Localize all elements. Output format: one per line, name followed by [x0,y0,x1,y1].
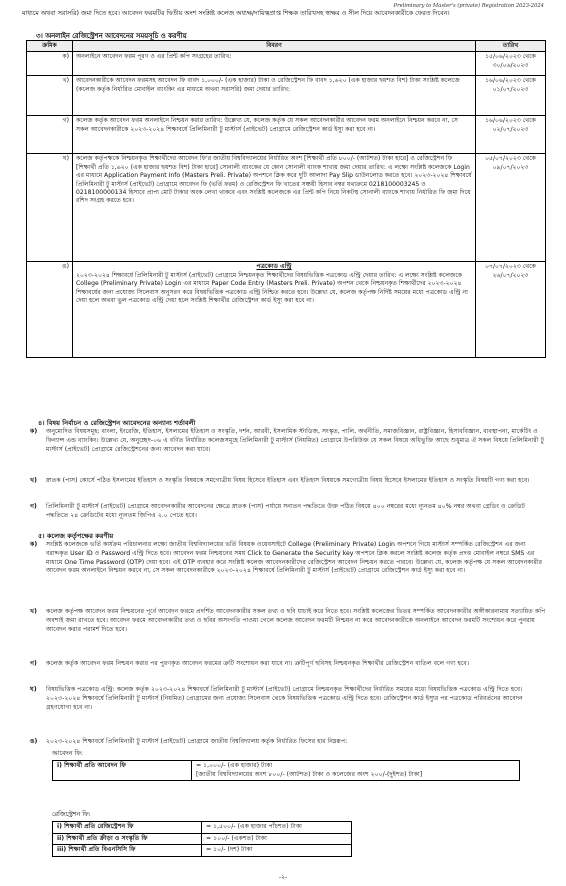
list-item [30,608,548,634]
fee-breakdown: [জাতীয় বিশ্ববিদ্যালয়ের অংশ ৮০০/- (আটশত) টাকা ও কলেজের অংশ ২০০/-(দুইশত) টাকা] [196,770,423,778]
list-item-text: স্নাতক (পাস) কোর্সে পঠিত ইসলামের ইতিহাস ও সংস্কৃতি বিষয়কে সমগোত্রীয় বিষয় হিসেবে ইতিহাস এবং ইতিহাস বিষয়কে সমগোত্রীয় বিষয় হিসেবে ইসলামের ইতিহাস ও সংস্কৃতি বিষয়টি গণ্য করা হবে। [46,477,530,484]
schedule-row [27,76,546,116]
fee-row [53,845,352,857]
schedule-header-date: তারিখ [476,41,546,52]
fee-label: i) শিক্ষার্থী প্রতি আবেদন ফি [53,761,192,781]
fee-label: ii) শিক্ষার্থী প্রতি ক্রীড়া ও সংস্কৃতি ফি [53,833,202,845]
paper-code-entry-title: পত্রকোড এন্ট্রি [256,263,292,271]
fee-value: = ১,৫০০/- (এক হাজার পাঁচশত) টাকা [202,822,352,834]
schedule-date: ০৫/০৭/২০২৩ থেকে ০৯/০৭/২০২৩ [476,154,546,262]
registration-fee-table [52,821,352,857]
paper-code-entry-text: ২০২৩-২০২৪ শিক্ষাবর্ষে প্রিলিমিনারী টু মাস্টার্স (প্রাইভেট) প্রোগ্রামে নিশ্চয়নকৃত শিক্ষার্থীদের বিষয়ভিত্তিক পত্রকোড এন্ট্রি দেয়ার তারিখ: এ লক্ষ্যে সংশ্লিষ্ট কলেজকে College (Preliminary Private) Login এর মাধ্যমে Paper Code Entry (Masters Preli. Private) অপশন থেকে নিশ্চয়নকৃত শিক্ষার্থীদের ২০২৩-২০২৪ শিক্ষাবর্ষের জন্য প্রযোজ্য সিলেবাস অনুসরণ করে বিষয়ভিত্তিক পত্রকোড এন্ট্রি নিশ্চিত করতে হবে। উল্লেখ্য যে, কলেজ কর্তৃপক্ষ নির্দিষ্ট সময়ের মধ্যে পত্রকোড এন্ট্রি না দেয়া হলে অথবা ভুল পত্রকোড এন্ট্রি দেয়া হলে সংশ্লিষ্ট শিক্ষার্থীর রেজিস্ট্রেশন কার্ড ইস্যু করা হবে না। [76,271,468,305]
list-item-text: প্রিলিমিনারী টু মাস্টার্স (প্রাইভেট) প্রোগ্রামে আবেদনকারীর আবেদনের ক্ষেত্রে স্নাতক (পাস) পর্যায়ে সনাতন পদ্ধতিতে উক্ত পঠিত বিষয়ে ৪০০ নম্বরের মধ্যে ন্যূনতম ৪০% নম্বর অথবা গ্রেডিং ও ক্রেডিট পদ্ধতিতে ২৪ ক্রেডিটের মধ্যে ন্যূনতম জিপিএ ২.০ পেতে হবে। [46,503,525,519]
schedule-description: কলেজ কর্তৃক আবেদন ফরম অনলাইনে নিশ্চয়ন করার তারিখ: উল্লেখ্য যে, কলেজ কর্তৃক যে সকল আবেদনকারীর আবেদন ফরম অনলাইনে নিশ্চয়ন করবে না, সে সকল আবেদনকারীকে ২০২৩-২০২৪ শিক্ষাবর্ষে প্রিলিমিনারী টু মাস্টার্স (প্রাইভেট) প্রোগ্রামে রেজিস্ট্রেশন কার্ড ইস্যু করা হবে না। [73,116,476,154]
schedule-description [73,262,476,358]
list-item-marker: গ) [30,503,37,510]
fee-row [53,822,352,834]
schedule-serial: খ) [27,76,73,116]
schedule-description: কলেজ কর্তৃপক্ষকে নিশ্চয়নকৃত শিক্ষার্থীদের আবেদন ফি'র জাতীয় বিশ্ববিদ্যালয়ের নির্ধারিত অংশ [শিক্ষার্থী প্রতি ৮০০/- (আটশত) টাকা হারে] ও রেজিস্ট্রেশন ফি [শিক্ষার্থী প্রতি ১,৬২০ (এক হাজার ছয়শত বিশ) টাকা হারে] সোনালী ব্যাংকের যে কোন সোনালী ব্যাংক শাখায় জমা দেয়ার তারিখ: এ লক্ষ্যে সংশ্লিষ্ট কলেজকে Login এর মাধ্যমে Application Payment Info (Masters Preli. Private) অপশনে ক্লিক করে দুটি আলাদা Pay Slip ডাউনলোড করতে হবে। ২০২৩-২০২৪ শিক্ষাবর্ষে প্রিলিমিনারী টু মাস্টার্স (প্রাইভেট) প্রোগ্রামে আবেদন ফি (ভর্তি ফরম) ও রেজিস্ট্রেশন ফি খাতের সঞ্চয়ী হিসাব নম্বর যথাক্রমে 0218100003245 ও 0218100000134 হিসাবে প্রাপ্য মোট টাকার অংক লেখা থাকবে এবং সংশ্লিষ্ট কলেজকে এর প্রিন্ট কপি নিয়ে নিকটস্থ সোনালী ব্যাংকে শাখায় নির্ধারিত ফি জমা দিয়ে রশিদ সংগ্রহ করতে হবে। [73,154,476,262]
fee-value: = ১০০/- (একশত) টাকা [202,833,352,845]
list-item [30,428,548,454]
list-item-marker: খ) [30,477,37,484]
schedule-header-description: বিবরণ [73,41,476,52]
application-fee-label: আবেদন ফি: [52,750,83,757]
intro-paragraph: মাধ্যমে অথবা সরাসরি) জমা দিতে হবে। আবেদন ফরমটির দ্বিতীয় অংশ সংশ্লিষ্ট কলেজ অধ্যক্ষ/দায়িত্বপ্রাপ্ত শিক্ষক তারিখসহ স্বাক্ষর ও সীল দিয়ে আবেদনকারীকে ফেরত দিবেন। [22,10,450,17]
section-3-title: ৩। অনলাইন রেজিস্ট্রেশন আবেদনের সময়সূচি ও করণীয় [36,32,187,40]
list-item-marker: ঘ) [30,686,37,693]
list-item [30,503,548,521]
schedule-serial: ঘ) [27,154,73,262]
list-item [30,686,548,712]
list-item-text: ২০২৩-২০২৪ শিক্ষাবর্ষে প্রিলিমিনারী টু মাস্টার্স (প্রাইভেট) প্রোগ্রামে জাতীয় বিশ্ববিদ্যালয় কর্তৃক নির্ধারিত ফিসের হার নিম্নরূপ: [46,738,348,745]
schedule-table [26,40,546,358]
fee-label: iii) শিক্ষার্থী প্রতি বিএনসিসি ফি [53,845,202,857]
list-item [30,541,548,576]
list-item-marker: খ) [30,608,37,615]
section-5-title: ৫। কলেজ কর্তৃপক্ষের করণীয় [38,532,114,540]
schedule-row [27,262,546,358]
list-item [30,660,548,669]
schedule-row [27,154,546,262]
registration-fee-label: রেজিস্ট্রেশন ফি: [52,811,91,818]
section-4-title: ৪। বিষয় নির্বাচন ও রেজিস্ট্রেশন আবেদনের অন্যান্য শর্তাবলী [38,419,196,427]
list-item-marker: ঙ) [30,738,38,745]
list-item-marker: ক) [30,428,38,435]
list-item-text: অনুমোদিত বিষয়সমূহ: বাংলা, ইংরেজি, ইতিহাস, ইসলামের ইতিহাস ও সংস্কৃতি, দর্শন, আরবী, ইসলামিক স্টাডিজ, সংস্কৃত, পালি, অর্থনীতি, সমাজবিজ্ঞান, রাষ্ট্রবিজ্ঞান, হিসাববিজ্ঞান, ব্যবস্থাপনা, মার্কেটিং ও ফিন্যান্স এন্ড ব্যাংকিং। উল্লেখ্য যে, অনুচ্ছেদ-০৬ এ বর্ণিত নির্ধারিত কলেজসমূহে প্রিলিমিনারী টু মাস্টার্স (নিয়মিত) প্রোগ্রামে উপরিউক্ত যে সকল বিষয়ে অধিভুক্তি আছে শুধুমাত্র ঐ সকল বিষয়ে প্রিলিমিনারী টু মাস্টার্স (প্রাইভেট) প্রোগ্রামে রেজিস্ট্রেশনের জন্য আবেদন করা যাবে। [46,428,544,453]
page-number: -২- [278,874,288,881]
list-item [30,738,548,747]
fee-value: = ১০/- (দশ) টাকা [202,845,352,857]
schedule-date: ১৫/০৬/২০২৩ থেকে ৩০/০৬/২০২৩ [476,52,546,76]
schedule-serial: গ) [27,116,73,154]
list-item-marker: ক) [30,541,38,548]
running-header: Preliminary to Master's (private) Registration 2023-2024 [393,3,544,9]
fee-row [53,833,352,845]
schedule-description: আবেদনকারীকে আবেদন ফরমসহ আবেদন ফি বাবদ ১,০০০/- (এক হাজার) টাকা ও রেজিস্ট্রেশন ফি বাবদ ১,৬২০ (এক হাজার ছয়শত বিশ) টাকা সংশ্লিষ্ট কলেজে (কলেজ কর্তৃক নির্ধারিত মোবাইল ব্যাংকিং এর মাধ্যমে অথবা সরাসরি) জমা দেয়ার তারিখ: [73,76,476,116]
schedule-row [27,116,546,154]
list-item-text: বিষয়ভিত্তিক পত্রকোড এন্ট্রি: কলেজ কর্তৃক ২০২৩-২০২৪ শিক্ষাবর্ষে প্রিলিমিনারী টু মাস্টার্স (প্রাইভেট) প্রোগ্রামে নিশ্চয়নকৃত শিক্ষার্থীদের নির্ধারিত সময়ের মধ্যে বিষয়ভিত্তিক পত্রকোড এন্ট্রি দিতে হবে। ২০২৩-২০২৪ শিক্ষাবর্ষে প্রিলিমিনারী টু মাস্টার্স (নিয়মিত) প্রোগ্রামের জন্য প্রযোজ্য সিলেবাস থেকে বিষয়ভিত্তিক পত্রকোড এন্ট্রি দিতে হবে। রেজিস্ট্রেশন কার্ড ইস্যুর পর পত্রকোড পরিবর্তনের আবেদন গ্রহণযোগ্য হবে না। [46,686,523,711]
fee-row [53,761,520,781]
list-item [30,477,548,486]
schedule-header-row [27,41,546,52]
fee-value [192,761,520,781]
schedule-header-serial: ক্রমিক [27,41,73,52]
schedule-date: ১৬/০৬/২০২৩ থেকে ০১/০৭/২০২৩ [476,76,546,116]
list-item-text: সংশ্লিষ্ট কলেজকে ভর্তি কার্যক্রম পরিচালনার লক্ষ্যে জাতীয় বিশ্ববিদ্যালয়ের ভর্তি বিষয়ক ওয়েবসাইটে College (Preliminary Private) Login অপশনে গিয়ে মাস্টার্স সম্পর্কিত রেজিস্ট্রেশন এর জন্য বরাদ্দকৃত User ID ও Password এন্ট্রি দিতে হবে। আবেদন ফরম নিশ্চয়নের সময় Click to Generate the Security key অপশনে ক্লিক করলে সংশ্লিষ্ট কলেজ কর্তৃক প্রদত্ত মোবাইল নম্বরে SMS এর মাধ্যমে One Time Password (OTP) দেয়া হবে। এই OTP ব্যবহার করে সংশ্লিষ্ট কলেজ আবেদনকারীদের রেজিস্ট্রেশন আবেদন নিশ্চয়ন করতে পারবে। উল্লেখ্য যে, কলেজ কর্তৃপক্ষ যে সকল আবেদনকারীর আবেদন ফরম অনলাইনে নিশ্চয়ন করবে না, সে সকল আবেদনকারীকে ২০২৩-২০২৪ শিক্ষাবর্ষে প্রিলিমিনারী টু মাস্টার্স (প্রাইভেট) প্রোগ্রামে রেজিস্ট্রেশন কার্ড ইস্যু করা হবে না। [46,541,543,575]
list-item-text: কলেজ কর্তৃপক্ষ আবেদন ফরম নিশ্চয়নের পূর্বে আবেদন ফরমে প্রদর্শিত আবেদনকারীর সকল তথ্য ও ছবি যাচাই করে নিতে হবে। সংশ্লিষ্ট কলেজের ভিতর সম্পর্কিত আবেদনকারীর অঙ্গীকারনামায় সত্যায়িত কপি অবশ্যই জমা রাখতে হবে। আবেদন ফরমে আবেদনকারীর তথ্য ও ছবির অসংগতি পাওয়া গেলে কলেজ আবেদন ফরমটি নিশ্চয়ন না করে আবেদনকারীকে অনলাইনে আবেদন ফরমটি সংশোধন করে পুনরায় আবেদন করার পরামর্শ দিতে হবে। [46,608,546,633]
schedule-description: অনলাইনে আবেদন ফরম পূরণ ও এর প্রিন্ট কপি সংগ্রহের তারিখ: [73,52,476,76]
application-fee-table [52,760,520,781]
schedule-date: ১৬/০৬/২০২৩ থেকে ০২/০৭/২০২৩ [476,116,546,154]
fee-label: i) শিক্ষার্থী প্রতি রেজিস্ট্রেশন ফি [53,822,202,834]
fee-amount: = ১,০০০/- (এক হাজার) টাকা [196,762,273,769]
schedule-date: ০৭/০৭/২০২৩ থেকে ২৬/০৭/২০২৩ [476,262,546,358]
list-item-text: কলেজ কর্তৃক আবেদন ফরম নিশ্চয়ন করার পর পুরণকৃত আবেদন ফরমের ত্রুটি সংশোধন করা যাবে না। ত্রুটিপূর্ণ ছবিসহ নিশ্চয়নকৃত শিক্ষার্থীর রেজিস্ট্রেশন বাতিল বলে গণ্য হবে। [46,660,470,667]
schedule-serial: ঙ) [27,262,73,358]
schedule-row [27,52,546,76]
list-item-marker: গ) [30,660,37,667]
schedule-serial: ক) [27,52,73,76]
